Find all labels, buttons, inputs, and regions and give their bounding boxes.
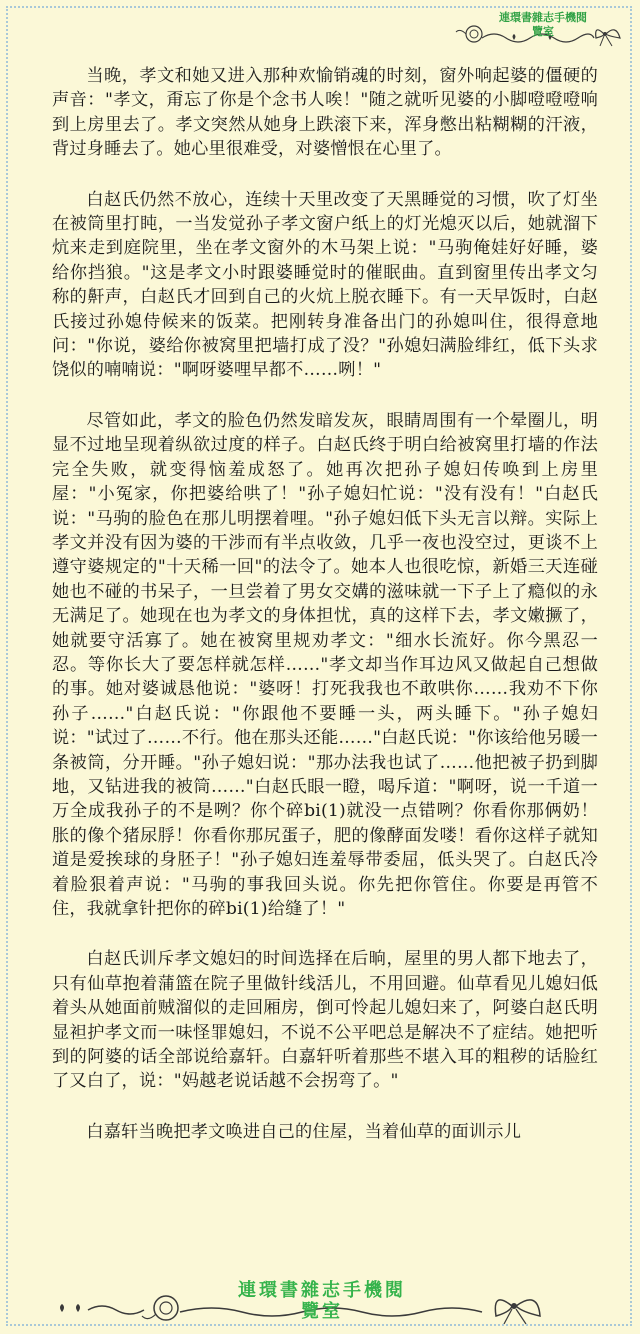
- paragraph: 尽管如此，孝文的脸色仍然发暗发灰，眼睛周围有一个晕圈儿，明显不过地呈现着纵欲过度的样子。白赵氏终于明白给被窝里打墙的作法完全失败，就变得恼羞成怒了。她再次把孙子媳妇传唤到上房里屋："小冤家，你把婆给哄了！"孙子媳妇忙说："没有没有！"白赵氏说："马驹的脸色在那儿明摆着哩。"孙子媳妇低下头无言以辩。实际上孝文并没有因为婆的干涉而有半点收敛，几乎一夜也没空过，更谈不上遵守婆规定的"十天稀一回"的法令了。她本人也很吃惊，新婚三天连碰她也不碰的书呆子，一旦尝着了男女交媾的滋味就一下子上了瘾似的永无满足了。她现在也为孝文的身体担忧，真的这样下去，孝文嫩撅了，她就要守活寡了。她在被窝里规劝孝文："细水长流好。你今黑忍一忍。等你长大了要怎样就怎样……"孝文却当作耳边风又做起自己想做的事。她对婆诚恳他说："婆呀！打死我我也不敢哄你……我劝不下你孙子……"白赵氏说："你跟他不要睡一头，两头睡下。"孙子媳妇说："试过了……不行。他在那头还能……"白赵氏说："你该给他另暖一条被筒，分开睡。"孙子媳妇说："那办法我也试了……他把被子扔到脚地，又钻进我的被筒……"白赵氏眼一瞪，喝斥道："啊呀，说一千道一万全成我孙子的不是咧？你个碎bi(1)就没一点错咧？你看你那俩奶！胀的像个猪尿脬！你看你那尻蛋子，肥的像酵面发喽！看你这样子就知道是爱挨球的身胚子！"孙子媳妇连羞辱带委屈，低头哭了。白赵氏冷着脸狠着声说："马驹的事我回头说。你先把你管住。你要是再管不住，我就拿针把你的碎bi(1)给缝了！": [52, 410, 598, 919]
- bow-icon: [596, 30, 620, 46]
- rose-icon: [142, 1296, 178, 1320]
- bow-icon: [495, 1300, 540, 1324]
- rose-icon: [456, 26, 482, 42]
- brand-line1: 連環書雜志手機閱: [238, 1280, 406, 1301]
- brand-text-top: [488, 11, 598, 39]
- top-banner: [454, 8, 630, 48]
- brand-line2: 覽室: [301, 1301, 343, 1322]
- article-body: [52, 64, 598, 1170]
- heart-icon: [60, 1304, 80, 1312]
- paragraph: 当晚，孝文和她又进入那种欢愉销魂的时刻，窗外响起婆的僵硬的声音："孝文，甭忘了你是个念书人唉！"随之就听见婆的小脚噔噔噔响到上房里去了。孝文突然从她身上跌滚下来，浑身憋出粘糊糊的汗液，背过身睡去了。她心里很难受，对婆憎恨在心里了。: [52, 66, 598, 160]
- paragraph: 白嘉轩当晚把孝文唤进自己的住屋，当着仙草的面训示儿: [86, 1121, 522, 1142]
- paragraph: 白赵氏仍然不放心，连续十天里改变了天黑睡觉的习惯，吹了灯坐在被筒里打盹，一当发觉孙子孝文窗户纸上的灯光熄灭以后，她就溜下炕来走到庭院里，坐在孝文窗外的木马架上说："马驹俺娃好好睡，婆给你挡狼。"这是孝文小时跟婆睡觉时的催眠曲。直到窗里传出孝文匀称的鼾声，白赵氏才回到自己的火炕上脱衣睡下。有一天早饭时，白赵氏接过孙媳侍候来的饭菜。把刚转身准备出门的孙媳叫住，很得意地问："你说，婆给你被窝里把墙打成了没？"孙媳妇满脸绯红，低下头求饶似的喃喃说："啊呀婆哩早都不……咧！": [52, 189, 598, 381]
- bottom-banner: [52, 1278, 592, 1326]
- brand-line1: 連環書雜志手機閱: [499, 11, 587, 24]
- brand-line2: 覽室: [532, 25, 554, 38]
- paragraph: 白赵氏训斥孝文媳妇的时间选择在后晌，屋里的男人都下地去了，只有仙草抱着蒲篮在院子里做针线活儿，不用回避。仙草看见儿媳妇低着头从她面前贼溜似的走回厢房，倒可怜起儿媳妇来了，阿婆白赵氏明显袒护孝文而一味怪罪媳妇，不说不公平吧总是解决不了症结。她把听到的阿婆的话全部说给嘉轩。白嘉轩听着那些不堪入耳的粗秽的话脸红了又白了，说："妈越老说话越不会拐弯了。": [52, 949, 598, 1092]
- brand-text-bottom: [182, 1280, 462, 1322]
